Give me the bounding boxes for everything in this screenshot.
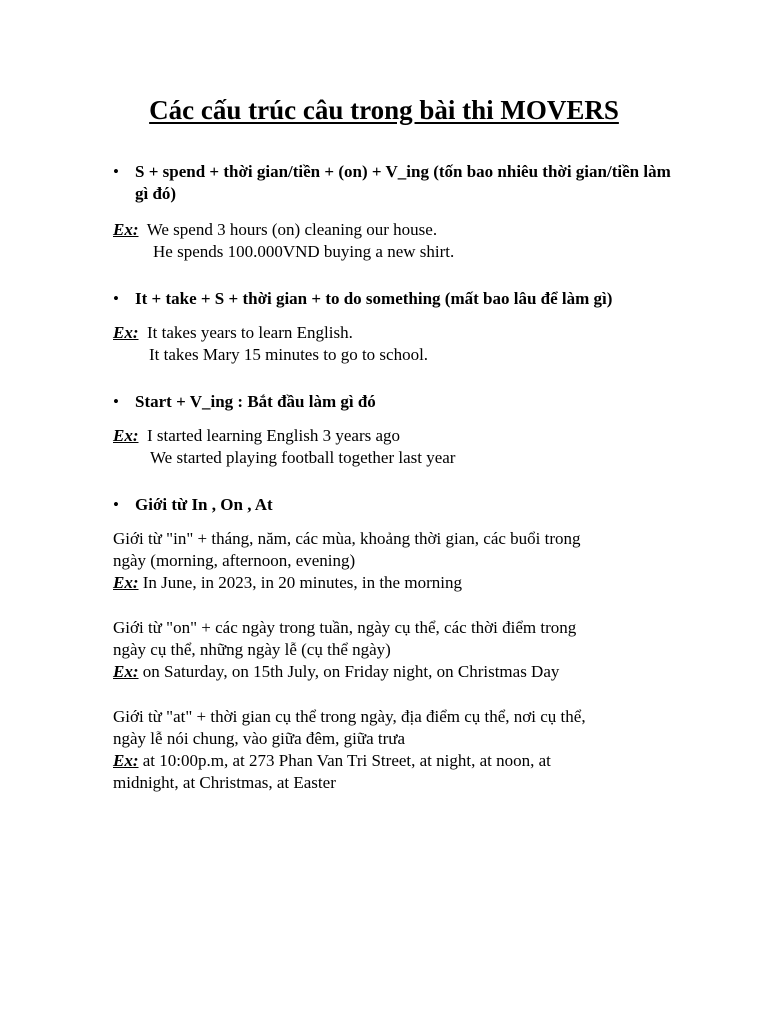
example-block-start (113, 425, 673, 469)
bullet-prepositions (113, 494, 673, 516)
example-line: We spend 3 hours (on) cleaning our house. (146, 220, 438, 239)
preposition-at (113, 706, 713, 794)
example-line: In June, in 2023, in 20 minutes, in the morning (142, 573, 462, 592)
ex-label: Ex: (113, 220, 139, 239)
ex-label: Ex: (113, 662, 139, 681)
bullet-heading: It + take + S + thời gian + to do something (mất bao lâu để làm gì) (135, 289, 613, 308)
ex-label: Ex: (113, 323, 139, 342)
preposition-on (113, 617, 713, 683)
bullet-heading: Giới từ In , On , At (135, 495, 273, 514)
example-line: midnight, at Christmas, at Easter (113, 773, 336, 792)
example-line: We started playing football together last year (150, 448, 456, 467)
example-line: It takes Mary 15 minutes to go to school. (149, 345, 429, 364)
example-block-spend (113, 219, 673, 263)
description-line: ngày (morning, afternoon, evening) (113, 551, 356, 570)
description-line: ngày lễ nói chung, vào giữa đêm, giữa trưa (113, 729, 406, 748)
example-line: It takes years to learn English. (147, 323, 353, 342)
example-line: He spends 100.000VND buying a new shirt. (153, 242, 455, 261)
example-line: I started learning English 3 years ago (147, 426, 401, 445)
description-line: Giới từ "on" + các ngày trong tuần, ngày cụ thể, các thời điểm trong (113, 618, 577, 637)
bullet-icon: • (113, 289, 119, 308)
bullet-icon: • (113, 495, 119, 514)
bullet-icon: • (113, 392, 119, 411)
description-line: Giới từ "at" + thời gian cụ thể trong ngày, địa điểm cụ thể, nơi cụ thể, (113, 707, 586, 726)
description-line: Giới từ "in" + tháng, năm, các mùa, khoảng thời gian, các buổi trong (113, 529, 581, 548)
example-line: at 10:00p.m, at 273 Phan Van Tri Street, at night, at noon, at (142, 751, 551, 770)
example-block-take (113, 322, 673, 366)
bullet-heading: Start + V_ing : Bắt đầu làm gì đó (135, 392, 376, 411)
ex-label: Ex: (113, 426, 139, 445)
bullet-start (113, 391, 673, 413)
example-line: on Saturday, on 15th July, on Friday night, on Christmas Day (142, 662, 560, 681)
bullet-spend (113, 161, 673, 205)
ex-label: Ex: (113, 573, 139, 592)
description-line: ngày cụ thể, những ngày lễ (cụ thể ngày) (113, 640, 391, 659)
bullet-heading: S + spend + thời gian/tiền + (on) + V_ing (tốn bao nhiêu thời gian/tiền làm gì đó) (135, 162, 671, 203)
page-title: Các cấu trúc câu trong bài thi MOVERS (149, 95, 619, 125)
bullet-take (113, 288, 673, 310)
ex-label: Ex: (113, 751, 139, 770)
preposition-in (113, 528, 713, 594)
bullet-icon: • (113, 162, 119, 181)
